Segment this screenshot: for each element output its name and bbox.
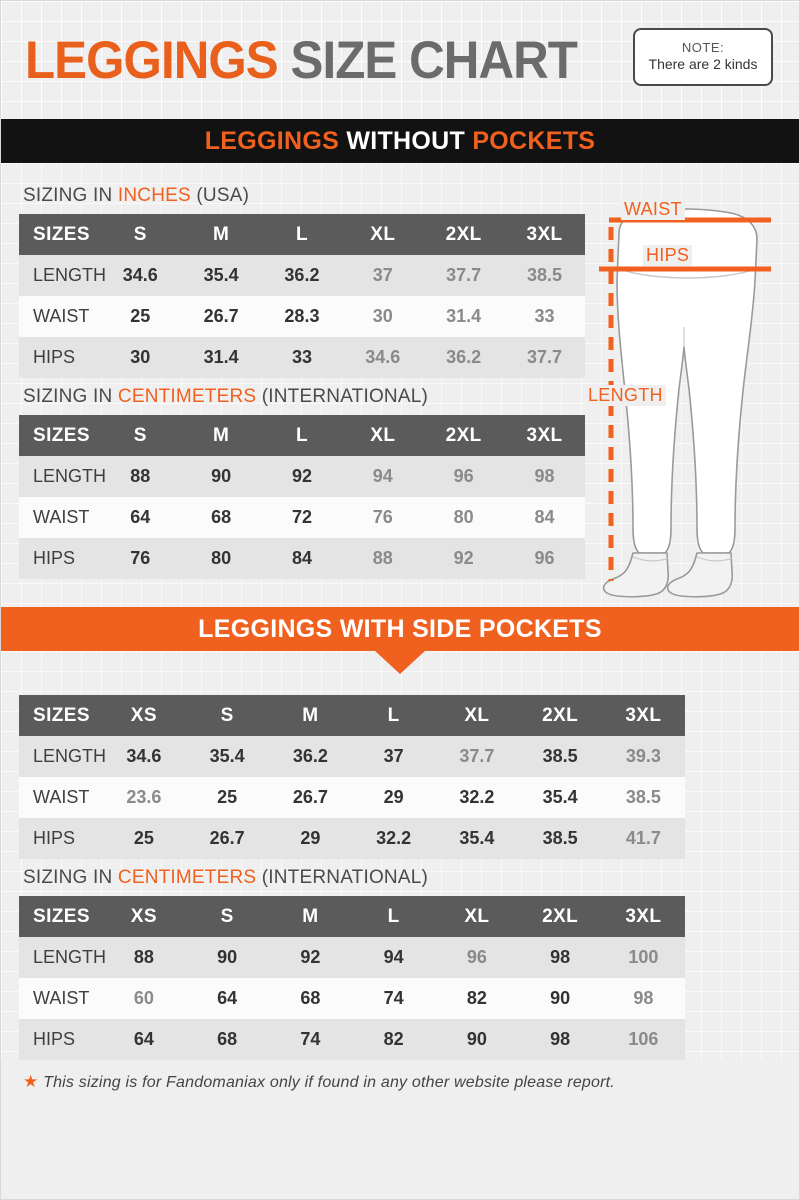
table-row bbox=[19, 978, 685, 1019]
cell: 41.7 bbox=[625, 828, 661, 848]
cell: 30 bbox=[130, 347, 151, 367]
star-icon: ★ bbox=[23, 1072, 39, 1091]
cell: 72 bbox=[291, 507, 312, 527]
row-label-length: LENGTH bbox=[33, 746, 107, 766]
band-word-without: WITHOUT bbox=[346, 126, 466, 155]
col-header-3xl: 3XL bbox=[504, 415, 585, 456]
cell: 31.4 bbox=[446, 306, 482, 326]
cell: 29 bbox=[300, 828, 321, 848]
col-header-2xl: 2XL bbox=[423, 415, 504, 456]
cell: 25 bbox=[217, 787, 238, 807]
page-header bbox=[1, 1, 799, 119]
col-header-sizes: SIZES bbox=[19, 415, 100, 456]
cell: 64 bbox=[133, 1029, 154, 1049]
cm-unit-label-2: SIZING IN CENTIMETERS (INTERNATIONAL) bbox=[23, 867, 429, 888]
cell: 25 bbox=[130, 306, 151, 326]
page-title bbox=[25, 30, 577, 91]
cell: 84 bbox=[534, 507, 555, 527]
cell: 76 bbox=[130, 548, 151, 568]
table-header-row bbox=[19, 415, 585, 456]
cell: 80 bbox=[211, 548, 232, 568]
cell: 34.6 bbox=[126, 746, 162, 766]
cell: 37 bbox=[383, 746, 404, 766]
row-label-waist: WAIST bbox=[33, 988, 90, 1008]
cell: 92 bbox=[291, 466, 312, 486]
cell: 96 bbox=[466, 947, 487, 967]
table-row bbox=[19, 937, 685, 978]
cell: 38.5 bbox=[542, 746, 578, 766]
cell: 82 bbox=[383, 1029, 404, 1049]
col-header-m: M bbox=[269, 695, 352, 736]
cell: 32.2 bbox=[376, 828, 412, 848]
row-label-length: LENGTH bbox=[33, 265, 107, 285]
cell: 28.3 bbox=[284, 306, 320, 326]
cell: 32.2 bbox=[459, 787, 495, 807]
row-label-hips: HIPS bbox=[33, 828, 76, 848]
without-pockets-tables bbox=[1, 177, 585, 607]
col-header-xl: XL bbox=[342, 214, 423, 255]
row-label-hips: HIPS bbox=[33, 347, 76, 367]
cell: 88 bbox=[372, 548, 393, 568]
cell: 64 bbox=[130, 507, 151, 527]
cell: 36.2 bbox=[446, 347, 482, 367]
cell: 74 bbox=[300, 1029, 321, 1049]
cell: 64 bbox=[217, 988, 238, 1008]
cell: 88 bbox=[133, 947, 154, 967]
cm-unit-label: SIZING IN CENTIMETERS (INTERNATIONAL) bbox=[23, 386, 429, 407]
cell: 98 bbox=[550, 947, 571, 967]
table-row bbox=[19, 777, 685, 818]
table-header-row bbox=[19, 695, 685, 736]
table-row bbox=[19, 818, 685, 859]
col-header-l: L bbox=[262, 214, 343, 255]
cell: 68 bbox=[217, 1029, 238, 1049]
cell: 80 bbox=[453, 507, 474, 527]
col-header-xs: XS bbox=[102, 695, 185, 736]
col-header-2xl: 2XL bbox=[423, 214, 504, 255]
col-header-s: S bbox=[186, 695, 269, 736]
section-band-side-pockets-label: LEGGINGS WITH SIDE POCKETS bbox=[198, 614, 602, 643]
section-side-pockets bbox=[1, 651, 799, 1060]
cell: 94 bbox=[372, 466, 393, 486]
col-header-m: M bbox=[269, 896, 352, 937]
cell: 96 bbox=[534, 548, 555, 568]
table-row bbox=[19, 497, 585, 538]
cell: 68 bbox=[300, 988, 321, 1008]
table-row bbox=[19, 255, 585, 296]
note-badge bbox=[633, 28, 773, 86]
row-label-waist: WAIST bbox=[33, 787, 90, 807]
cell: 74 bbox=[383, 988, 404, 1008]
cell: 38.5 bbox=[625, 787, 661, 807]
cell: 26.7 bbox=[203, 306, 239, 326]
table-row bbox=[19, 736, 685, 777]
cell: 60 bbox=[133, 988, 154, 1008]
cell: 26.7 bbox=[292, 787, 328, 807]
col-header-sizes: SIZES bbox=[19, 896, 102, 937]
col-header-3xl: 3XL bbox=[504, 214, 585, 255]
inches-unit-label: SIZING IN INCHES (USA) bbox=[23, 185, 250, 206]
cell: 90 bbox=[466, 1029, 487, 1049]
cell: 36.2 bbox=[284, 265, 320, 285]
table-no-pockets-inches bbox=[19, 214, 585, 378]
figure-label-length: LENGTH bbox=[585, 385, 666, 406]
cell: 23.6 bbox=[126, 787, 162, 807]
cell: 36.2 bbox=[292, 746, 328, 766]
cell: 90 bbox=[211, 466, 232, 486]
cell: 31.4 bbox=[203, 347, 239, 367]
section-without-pockets bbox=[1, 163, 799, 607]
cell: 82 bbox=[466, 988, 487, 1008]
table-row bbox=[19, 538, 585, 579]
measurement-figure bbox=[585, 177, 800, 607]
col-header-l: L bbox=[352, 695, 435, 736]
cell: 37 bbox=[372, 265, 393, 285]
col-header-2xl: 2XL bbox=[519, 896, 602, 937]
note-label: NOTE: bbox=[681, 40, 725, 56]
page-title-part2: SIZE CHART bbox=[290, 30, 577, 90]
col-header-xl: XL bbox=[435, 896, 518, 937]
row-label-hips: HIPS bbox=[33, 548, 76, 568]
page-title-part1: LEGGINGS bbox=[25, 30, 278, 90]
cell: 38.5 bbox=[542, 828, 578, 848]
table-row bbox=[19, 1019, 685, 1060]
cell: 33 bbox=[534, 306, 555, 326]
cell: 94 bbox=[383, 947, 404, 967]
cell: 35.4 bbox=[209, 746, 245, 766]
cell: 26.7 bbox=[209, 828, 245, 848]
cell: 98 bbox=[550, 1029, 571, 1049]
col-header-3xl: 3XL bbox=[602, 896, 685, 937]
col-header-s: S bbox=[100, 214, 181, 255]
cell: 33 bbox=[291, 347, 312, 367]
row-label-waist: WAIST bbox=[33, 507, 90, 527]
band-word-leggings: LEGGINGS bbox=[204, 126, 340, 155]
col-header-xl: XL bbox=[342, 415, 423, 456]
cell: 106 bbox=[628, 1029, 659, 1049]
col-header-xs: XS bbox=[102, 896, 185, 937]
section-band-without-pockets-label bbox=[205, 127, 596, 156]
table-side-pockets-inches bbox=[19, 695, 685, 859]
row-label-length: LENGTH bbox=[33, 466, 107, 486]
cell: 37.7 bbox=[459, 746, 495, 766]
row-label-waist: WAIST bbox=[33, 306, 90, 326]
cell: 98 bbox=[633, 988, 654, 1008]
cell: 34.6 bbox=[122, 265, 158, 285]
section-band-side-pockets bbox=[1, 607, 799, 651]
cell: 35.4 bbox=[459, 828, 495, 848]
cell: 29 bbox=[383, 787, 404, 807]
section-band-without-pockets bbox=[1, 119, 799, 163]
cell: 100 bbox=[628, 947, 659, 967]
col-header-sizes: SIZES bbox=[19, 214, 100, 255]
band-word-pockets: POCKETS bbox=[472, 126, 596, 155]
footer-disclaimer bbox=[1, 1060, 799, 1092]
cell: 37.7 bbox=[446, 265, 482, 285]
cell: 92 bbox=[453, 548, 474, 568]
figure-label-waist: WAIST bbox=[621, 199, 685, 220]
cell: 98 bbox=[534, 466, 555, 486]
table-header-row bbox=[19, 214, 585, 255]
cell: 25 bbox=[133, 828, 154, 848]
col-header-m: M bbox=[181, 415, 262, 456]
cell: 30 bbox=[372, 306, 393, 326]
cell: 90 bbox=[217, 947, 238, 967]
cell: 76 bbox=[372, 507, 393, 527]
figure-label-hips: HIPS bbox=[643, 245, 692, 266]
note-text: There are 2 kinds bbox=[648, 56, 758, 73]
table-header-row bbox=[19, 896, 685, 937]
cell: 34.6 bbox=[365, 347, 401, 367]
cell: 84 bbox=[291, 548, 312, 568]
cell: 35.4 bbox=[542, 787, 578, 807]
col-header-sizes: SIZES bbox=[19, 695, 102, 736]
cell: 96 bbox=[453, 466, 474, 486]
table-side-pockets-cm bbox=[19, 896, 685, 1060]
cell: 38.5 bbox=[527, 265, 563, 285]
row-label-length: LENGTH bbox=[33, 947, 107, 967]
row-label-hips: HIPS bbox=[33, 1029, 76, 1049]
col-header-m: M bbox=[181, 214, 262, 255]
table-row bbox=[19, 456, 585, 497]
footer-text: This sizing is for Fandomaniax only if found in any other website please report. bbox=[43, 1074, 615, 1091]
col-header-s: S bbox=[100, 415, 181, 456]
cell: 39.3 bbox=[625, 746, 661, 766]
col-header-3xl: 3XL bbox=[602, 695, 685, 736]
cell: 68 bbox=[211, 507, 232, 527]
cell: 92 bbox=[300, 947, 321, 967]
table-no-pockets-cm bbox=[19, 415, 585, 579]
col-header-l: L bbox=[262, 415, 343, 456]
col-header-s: S bbox=[186, 896, 269, 937]
cell: 88 bbox=[130, 466, 151, 486]
table-row bbox=[19, 337, 585, 378]
cell: 35.4 bbox=[203, 265, 239, 285]
col-header-l: L bbox=[352, 896, 435, 937]
col-header-xl: XL bbox=[435, 695, 518, 736]
cell: 90 bbox=[550, 988, 571, 1008]
col-header-2xl: 2XL bbox=[519, 695, 602, 736]
table-row bbox=[19, 296, 585, 337]
cell: 37.7 bbox=[527, 347, 563, 367]
band-arrow-icon bbox=[374, 650, 426, 674]
